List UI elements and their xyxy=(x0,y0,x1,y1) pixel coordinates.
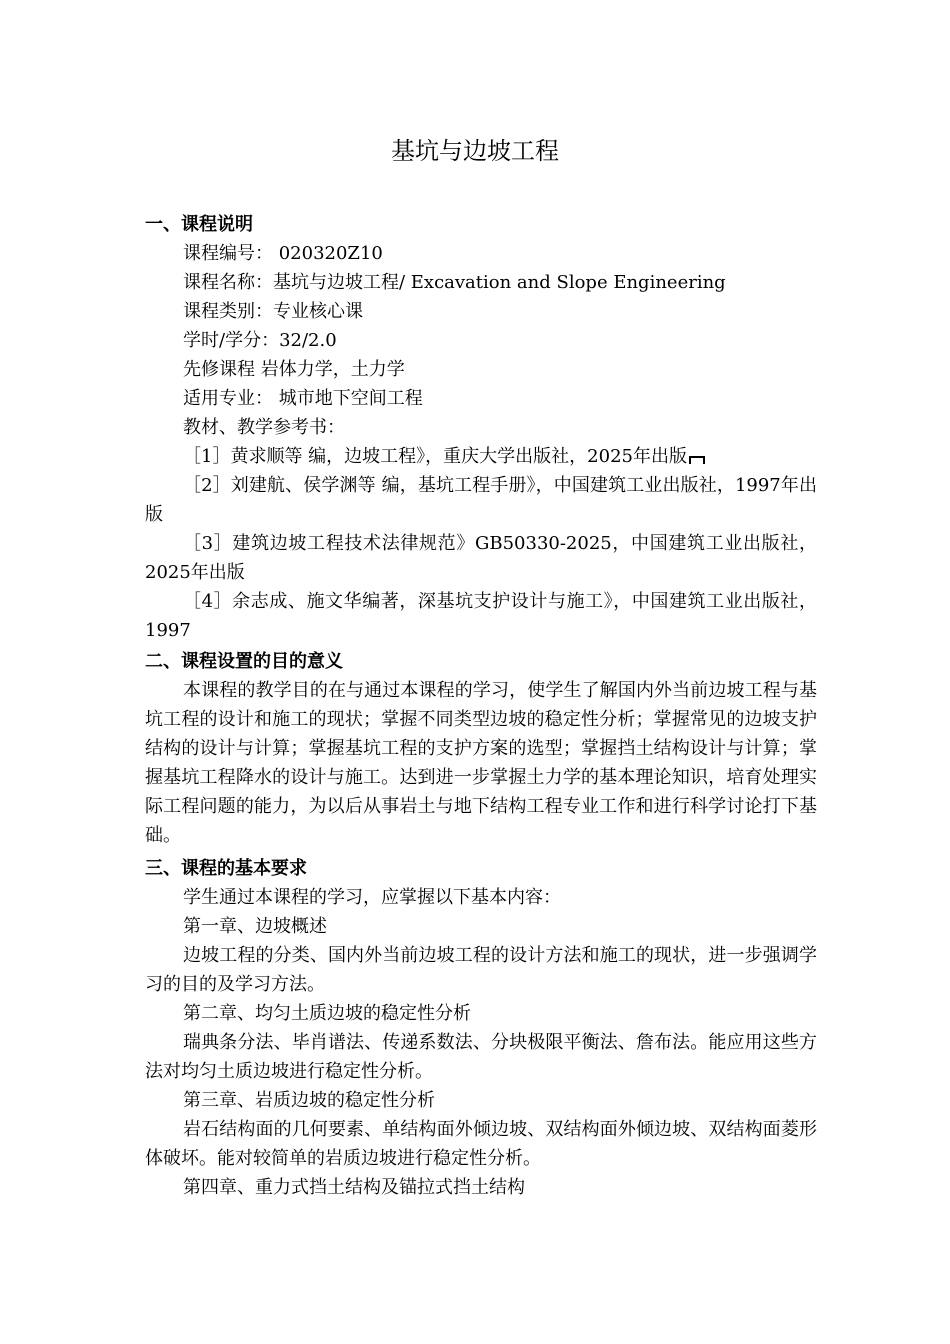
chapter-title: 第一章、边坡概述 xyxy=(183,916,327,937)
reference-item xyxy=(145,442,817,471)
course-category: 课程类别：专业核心课 xyxy=(183,301,363,322)
course-major: 适用专业： 城市地下空间工程 xyxy=(183,388,423,409)
section-heading-requirements: 三、课程的基本要求 xyxy=(145,858,307,879)
reference-item: ［2］刘建航、侯学渊等 编，基坑工程手册》，中国建筑工业出版社，1997年出版 xyxy=(145,475,817,525)
textbook-label: 教材、教学参考书： xyxy=(183,417,345,438)
course-name: 课程名称：基坑与边坡工程/ Excavation and Slope Engineering xyxy=(183,272,726,293)
requirements-intro: 学生通过本课程的学习，应掌握以下基本内容： xyxy=(183,887,561,908)
chapter-title: 第三章、岩质边坡的稳定性分析 xyxy=(183,1090,435,1111)
chapter-text: 边坡工程的分类、国内外当前边坡工程的设计方法和施工的现状，进一步强调学习的目的及学习方法。 xyxy=(145,945,817,995)
course-prerequisites: 先修课程 岩体力学，土力学 xyxy=(183,359,405,380)
document-body xyxy=(145,210,817,1202)
chapter-text: 瑞典条分法、毕肖谱法、传递系数法、分块极限平衡法、詹布法。能应用这些方法对均匀土质边坡进行稳定性分析。 xyxy=(145,1032,817,1082)
reference-item: ［4］余志成、施文华编著，深基坑支护设计与施工》，中国建筑工业出版社，1997 xyxy=(145,591,817,641)
paragraph-mark-icon xyxy=(689,456,705,464)
purpose-paragraph: 本课程的教学目的在与通过本课程的学习，使学生了解国内外当前边坡工程与基坑工程的设计和施工的现状；掌握不同类型边坡的稳定性分析；掌握常见的边坡支护结构的设计与计算；掌握基坑工程的支护方案的选型；掌握挡土结构设计与计算；掌握基坑工程降水的设计与施工。达到进一步掌握土力学的基本理论知识，培育处理实际工程问题的能力，为以后从事岩土与地下结构工程专业工作和进行科学讨论打下基础。 xyxy=(145,680,817,846)
section-heading-purpose: 二、课程设置的目的意义 xyxy=(145,651,343,672)
chapter-title: 第二章、均匀土质边坡的稳定性分析 xyxy=(183,1003,471,1024)
course-hours-credits: 学时/学分：32/2.0 xyxy=(183,330,337,351)
reference-text: ［1］黄求顺等 编，边坡工程》，重庆大学出版社，2025年出版 xyxy=(183,446,687,467)
course-code: 课程编号： 020320Z10 xyxy=(183,243,383,264)
reference-item: ［3］建筑边坡工程技术法律规范》GB50330-2025，中国建筑工业出版社，2025年出版 xyxy=(145,533,817,583)
chapter-text: 岩石结构面的几何要素、单结构面外倾边坡、双结构面外倾边坡、双结构面菱形体破坏。能对较简单的岩质边坡进行稳定性分析。 xyxy=(145,1119,817,1169)
section-heading-course-description: 一、课程说明 xyxy=(145,214,253,235)
document-title: 基坑与边坡工程 xyxy=(391,137,559,165)
chapter-title: 第四章、重力式挡土结构及锚拉式挡土结构 xyxy=(183,1177,525,1198)
